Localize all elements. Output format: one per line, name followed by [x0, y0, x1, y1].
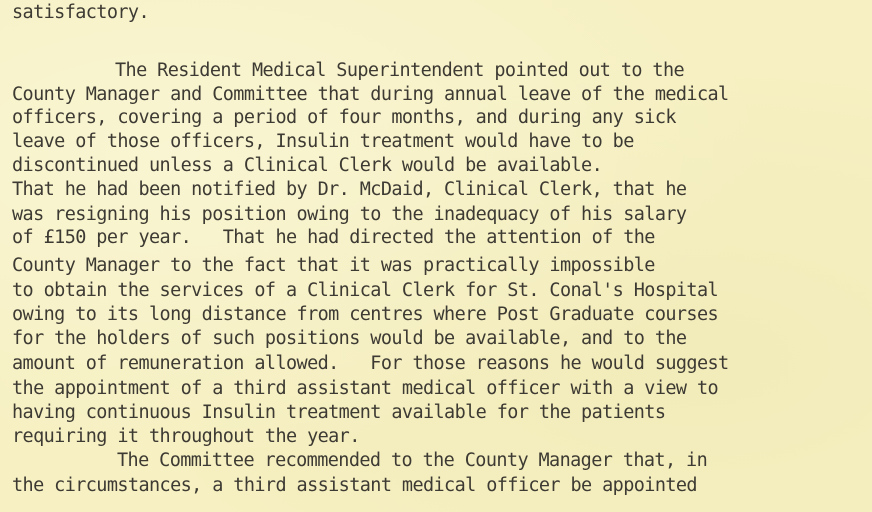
text-line: County Manager to the fact that it was practically impossible — [12, 255, 655, 276]
text-line: discontinued unless a Clinical Clerk would be available. — [12, 155, 603, 176]
text-line: for the holders of such positions would be available, and to the — [12, 328, 687, 349]
text-line: the circumstances, a third assistant medical officer be appointed — [12, 475, 697, 496]
text-line: having continuous Insulin treatment available for the patients — [12, 402, 666, 423]
text-line: officers, covering a period of four months, and during any sick — [12, 107, 676, 128]
text-line: That he had been notified by Dr. McDaid, Clinical Clerk, that he — [12, 179, 687, 200]
text-line: satisfactory. — [12, 2, 149, 23]
text-line: The Resident Medical Superintendent pointed out to the — [115, 60, 685, 81]
text-line: The Committee recommended to the County Manager that, in — [117, 450, 708, 471]
text-line: the appointment of a third assistant medical officer with a view to — [12, 378, 719, 399]
text-line: requiring it throughout the year. — [12, 426, 360, 447]
text-line: was resigning his position owing to the inadequacy of his salary — [12, 204, 687, 225]
text-line: of £150 per year. That he had directed the attention of the — [12, 227, 655, 248]
text-line: leave of those officers, Insulin treatment would have to be — [12, 131, 634, 152]
text-line: to obtain the services of a Clinical Clerk for St. Conal's Hospital — [12, 280, 719, 301]
text-line: County Manager and Committee that during annual leave of the medical — [12, 84, 729, 105]
text-line: amount of remuneration allowed. For those reasons he would suggest — [12, 353, 729, 374]
text-line: owing to its long distance from centres where Post Graduate courses — [12, 304, 719, 325]
